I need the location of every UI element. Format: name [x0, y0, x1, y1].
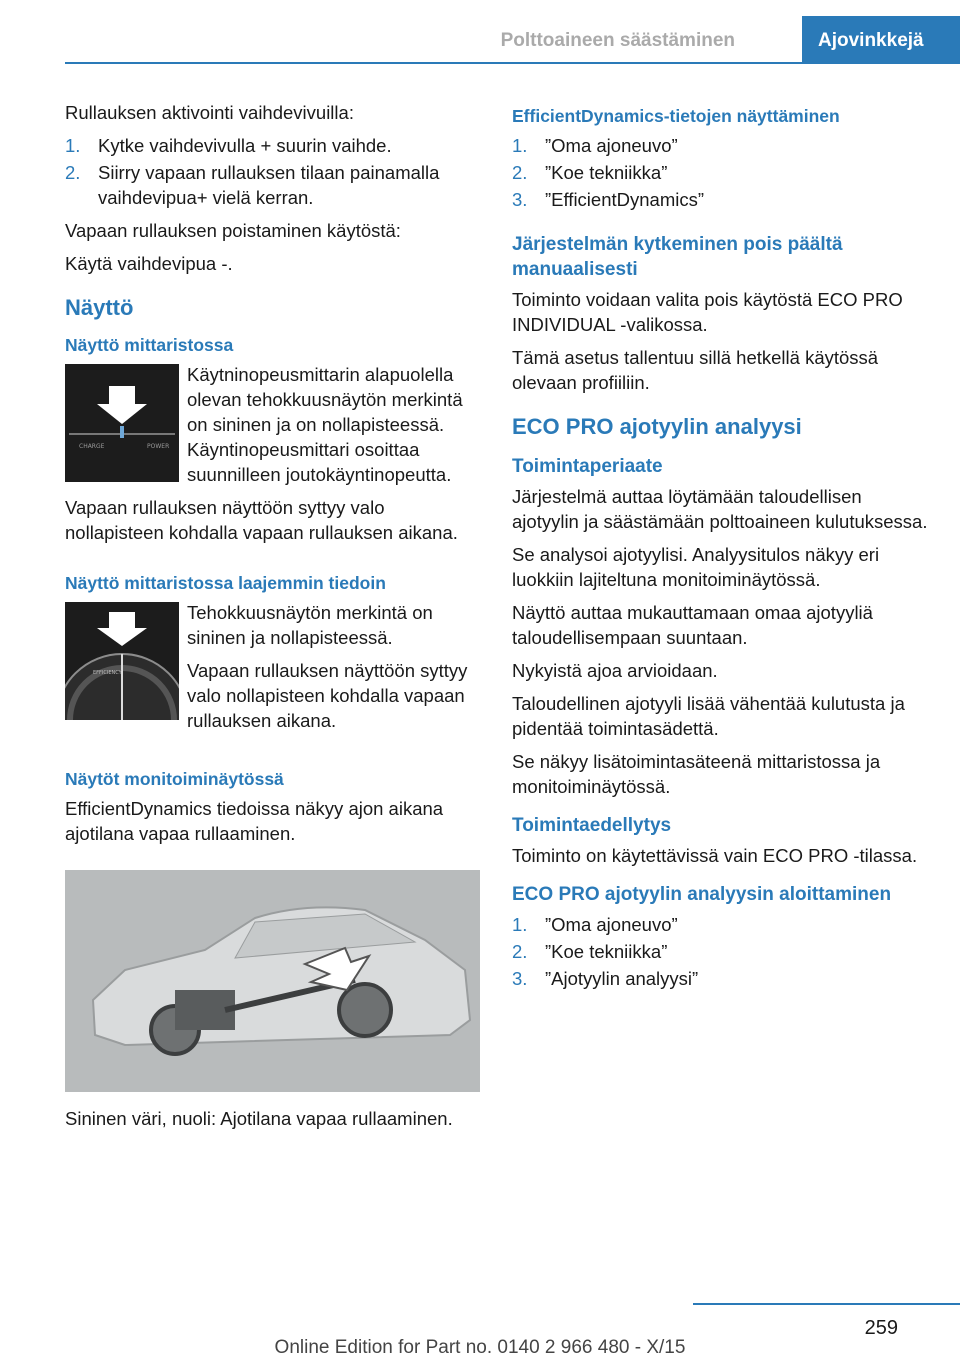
car-drivetrain-image — [65, 870, 480, 1092]
activation-intro: Rullauksen aktivointi vaihdevivuilla: — [65, 102, 354, 123]
left-column — [65, 100, 483, 1139]
gauge-charge-label: CHARGE — [79, 443, 105, 450]
start-steps — [512, 912, 930, 991]
requirement-heading: Toimintaedellytys — [512, 815, 672, 836]
principle-paragraph: Näyttö auttaa mukauttamaan omaa ajotyyliä taloudellisempaan suuntaan. — [512, 602, 873, 648]
principle-paragraph: Se analysoi ajotyylisi. Analyysitulos näkyy eri luokkiin lajiteltuna monitoiminäytössä. — [512, 544, 880, 590]
switchoff-text-1: Toiminto voidaan valita pois käytöstä ECO PRO INDIVIDUAL -valikossa. — [512, 289, 903, 335]
switchoff-text-2: Tämä asetus tallentuu sillä hetkellä käytössä olevaan profiiliin. — [512, 347, 879, 393]
extended-text-1: Tehokkuusnäytön merkintä on sininen ja nollapisteessä. — [187, 602, 433, 648]
principle-heading: Toimintaperiaate — [512, 456, 663, 477]
page-number: 259 — [864, 1317, 898, 1339]
right-column — [512, 100, 930, 999]
list-item: 3. ”EfficientDynamics” — [512, 189, 705, 210]
list-item: 2. ”Koe tekniikka” — [512, 162, 668, 183]
extended-cluster-heading: Näyttö mittaristossa laajemmin tiedoin — [65, 573, 386, 593]
deactivation-label: Vapaan rullauksen poistaminen käytöstä: — [65, 220, 401, 241]
analysis-heading: ECO PRO ajotyylin analyysi — [512, 414, 802, 439]
cluster-display-graphic — [65, 364, 179, 482]
switchoff-heading: Järjestelmän kytkeminen pois päältä manuaalisesti — [512, 234, 843, 280]
display-heading: Näyttö — [65, 295, 134, 320]
car-illustration — [65, 870, 480, 1092]
extended-display-image — [65, 602, 179, 720]
principle-paragraph: Se näkyy lisätoimintasäteenä mittaristossa ja monitoiminäytössä. — [512, 751, 881, 797]
cluster-text-2: Vapaan rullauksen näyttöön syttyy valo nollapisteen kohdalla vapaan rullauksen aikana. — [65, 497, 458, 543]
header-section-title: Polttoaineen säästäminen — [500, 30, 735, 51]
principle-paragraph: Taloudellinen ajotyyli lisää vähentää kulutusta ja pidentää toimintasädettä. — [512, 693, 905, 739]
requirement-text: Toiminto on käytettävissä vain ECO PRO -tilassa. — [512, 845, 918, 866]
gauge-efficiency-label: EFFICIENCY — [93, 670, 122, 676]
list-item: 1. ”Oma ajoneuvo” — [512, 135, 678, 156]
list-item: 1. ”Oma ajoneuvo” — [512, 914, 678, 935]
list-item: 1. Kytke vaihdevivulla + suurin vaihde. — [65, 135, 392, 156]
extended-section — [65, 600, 483, 741]
list-item: 3. ”Ajotyylin analyysi” — [512, 968, 699, 989]
extended-text-2: Vapaan rullauksen näyttöön syttyy valo nollapisteen kohdalla vapaan rullauksen aikana. — [187, 660, 468, 731]
cluster-display-image — [65, 364, 179, 482]
gauge-power-label: POWER — [147, 443, 170, 450]
efficiency-gauge-graphic — [65, 602, 179, 720]
start-analysis-heading: ECO PRO ajotyylin analyysin aloittaminen — [512, 884, 892, 905]
figure-caption: Sininen väri, nuoli: Ajotilana vapaa rullaaminen. — [65, 1108, 453, 1129]
deactivation-text: Käytä vaihdevipua -. — [65, 253, 233, 274]
footer-rule — [693, 1303, 960, 1305]
page-header — [65, 16, 960, 64]
list-item: 2. Siirry vapaan rullauksen tilaan painamalla vaihdevipua+ vielä kerran. — [65, 162, 440, 208]
activation-steps — [65, 133, 483, 210]
edition-footer: Online Edition for Part no. 0140 2 966 480 - X/15 — [274, 1337, 686, 1358]
header-chapter-tab: Ajovinkkejä — [802, 16, 960, 62]
principle-paragraph: Järjestelmä auttaa löytämään taloudellisen ajotyylin ja säästämään polttoaineen kulutuksessa. — [512, 486, 928, 532]
cid-text: EfficientDynamics tiedoissa näkyy ajon aikana ajotilana vapaa rullaaminen. — [65, 798, 444, 844]
cluster-heading: Näyttö mittaristossa — [65, 335, 234, 355]
ed-heading: EfficientDynamics-tietojen näyttäminen — [512, 106, 840, 126]
ed-steps — [512, 133, 930, 212]
cluster-text: Käytninopeusmittarin alapuolella olevan tehokkuusnäytön merkintä on sininen ja on nollapisteessä. Käyntinopeusmittari osoittaa suunnilleen joutokäyntinopeutta. — [187, 364, 463, 485]
cid-heading: Näytöt monitoiminäytössä — [65, 769, 284, 789]
list-item: 2. ”Koe tekniikka” — [512, 941, 668, 962]
principle-paragraph: Nykyistä ajoa arvioidaan. — [512, 660, 718, 681]
cluster-section — [65, 362, 483, 495]
